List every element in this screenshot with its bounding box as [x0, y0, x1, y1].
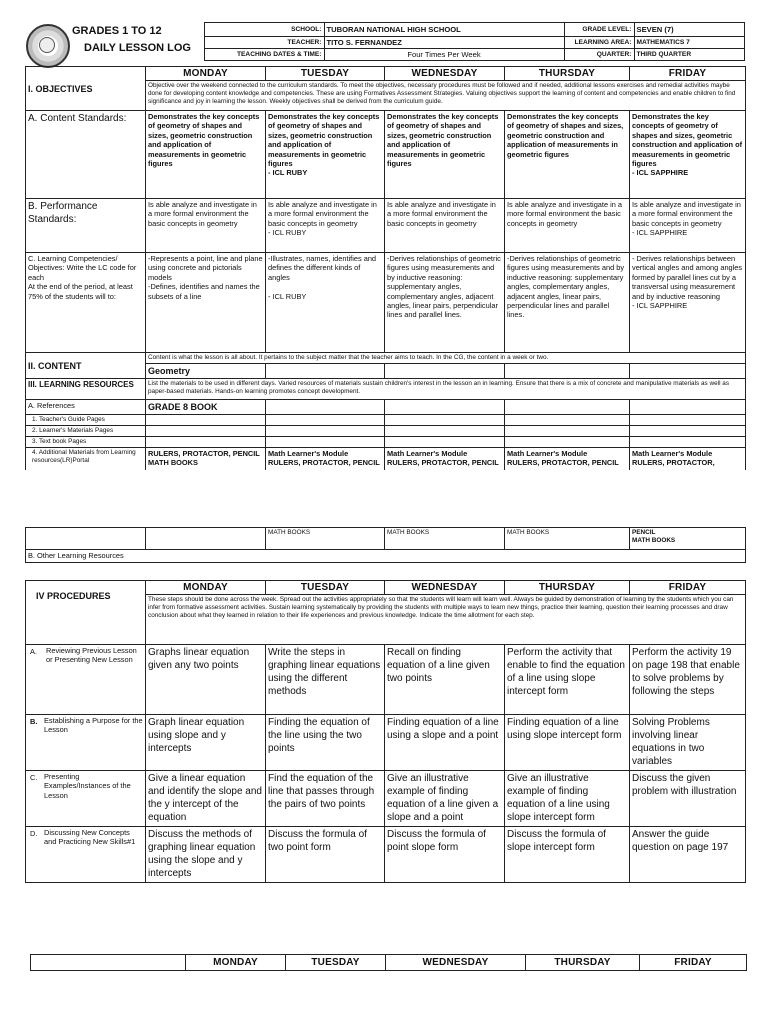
learners-materials-label: 2. Learner's Materials Pages	[26, 426, 146, 437]
title-line2: DAILY LESSON LOG	[84, 41, 191, 54]
procedure-b-fri: Solving Problems involving linear equations in two variables	[630, 715, 746, 771]
other-resources-tue: MATH BOOKS	[266, 528, 385, 550]
competencies-label: C. Learning Competencies/ Objectives: Write the LC code for each At the end of the period, at least 75% of the students will to:	[26, 253, 146, 353]
procedure-c-mon: Give a linear equation and identify the slope and the y intercept of the equation	[146, 771, 266, 827]
grade-value: SEVEN (7)	[634, 23, 744, 37]
proc-day-tuesday: TUESDAY	[266, 581, 385, 595]
performance-standards-fri: Is able analyze and investigate in a more formal environment the basic concepts in geometry - ICL SAPPHIRE	[630, 199, 746, 253]
procedure-a-tue: Write the steps in graphing linear equations using the different methods	[266, 645, 385, 715]
dates-label: TEACHING DATES & TIME:	[204, 49, 324, 61]
other-resources-label: B. Other Learning Resources	[26, 550, 746, 563]
procedure-a-mon: Graphs linear equation given any two points	[146, 645, 266, 715]
area-label: LEARNING AREA:	[564, 37, 634, 49]
performance-standards-thu: Is able analyze and investigate in a more formal environment the basic concepts in geometry	[505, 199, 630, 253]
procedure-a-thu: Perform the activity that enable to find the equation of a line using slope intercept form	[505, 645, 630, 715]
procedure-b-mon: Graph linear equation using slope and y intercepts	[146, 715, 266, 771]
procedure-row-b-letter: B.	[30, 717, 38, 726]
procedure-d-mon: Discuss the methods of graphing linear equation using the slope and y intercepts	[146, 827, 266, 883]
proc-day-wednesday: WEDNESDAY	[385, 581, 505, 595]
title-line1: GRADES 1 TO 12	[72, 24, 162, 37]
procedure-row-b-label	[26, 715, 146, 771]
teachers-guide-label: 1. Teacher's Guide Pages	[26, 415, 146, 426]
procedure-c-thu: Give an illustrative example of finding equation of a line using slope intercept form	[505, 771, 630, 827]
content-value: Geometry	[146, 364, 266, 379]
other-resources-fri: PENCIL MATH BOOKS	[630, 528, 746, 550]
references-value: GRADE 8 BOOK	[146, 400, 266, 415]
quarter-value: THIRD QUARTER	[634, 49, 744, 61]
resources-label: III. LEARNING RESOURCES	[26, 379, 146, 400]
day-thursday: THURSDAY	[505, 67, 630, 81]
dates-value: Four Times Per Week	[324, 49, 564, 61]
proc-day-monday: MONDAY	[146, 581, 266, 595]
references-label: A. References	[26, 400, 146, 415]
objectives-label: I. OBJECTIVES	[26, 67, 146, 111]
procedure-d-tue: Discuss the formula of two point form	[266, 827, 385, 883]
procedure-a-wed: Recall on finding equation of a line given two points	[385, 645, 505, 715]
proc-day-thursday: THURSDAY	[505, 581, 630, 595]
procedure-row-d-label	[26, 827, 146, 883]
competencies-tue: -Illustrates, names, identifies and defines the different kinds of angles - ICL RUBY	[266, 253, 385, 353]
content-note: Content is what the lesson is all about. It pertains to the subject matter that the teacher aims to teach. In the CG, the content in a week or two.	[146, 353, 746, 364]
school-value: TUBORAN NATIONAL HIGH SCHOOL	[324, 23, 564, 37]
procedure-row-c-label	[26, 771, 146, 827]
lesson-log-table	[25, 66, 746, 470]
procedure-b-tue: Finding the equation of the line using the two points	[266, 715, 385, 771]
procedure-b-wed: Finding equation of a line using a slope and a point	[385, 715, 505, 771]
day-friday: FRIDAY	[630, 67, 746, 81]
additional-materials-label: 4. Additional Materials from Learning resources(LR)Portal	[26, 448, 146, 470]
content-standards-mon: Demonstrates the key concepts of geometry of shapes and sizes, geometric construction and application of measurements in geometric figures	[146, 111, 266, 199]
procedure-b-thu: Finding equation of a line using slope intercept form	[505, 715, 630, 771]
procedure-c-fri: Discuss the given problem with illustration	[630, 771, 746, 827]
procedure-row-a-label	[26, 645, 146, 715]
objectives-note: Objective over the weekend connected to the curriculum standards. To meet the objectives, necessary procedures must be followed and if needed, additional lessons exercises and remedial activities maybe done for developing content knowledge and competencies. These are using Formatives Assessment Strategies. Valuing objectives support the learning of content and competencies and enable children to find significance and joy in learning the lesson. Weekly objectives shall be derived from the curriculum guide.	[146, 81, 746, 111]
content-label: II. CONTENT	[26, 353, 146, 379]
teacher-label: TEACHER:	[204, 37, 324, 49]
procedure-c-wed: Give an illustrative example of finding equation of a line given a slope and a point	[385, 771, 505, 827]
additional-fri: Math Learner's Module RULERS, PROTACTOR,	[630, 448, 746, 470]
textbook-label: 3. Text book Pages	[26, 437, 146, 448]
day-wednesday: WEDNESDAY	[385, 67, 505, 81]
procedure-a-fri: Perform the activity 19 on page 198 that enable to solve problems by following the steps	[630, 645, 746, 715]
content-standards-tue: Demonstrates the key concepts of geometry of shapes and sizes, geometric construction and application of measurements in geometric figures - ICL RUBY	[266, 111, 385, 199]
performance-standards-mon: Is able analyze and investigate in a more formal environment the basic concepts in geometry	[146, 199, 266, 253]
procedure-row-d-text: Discussing New Concepts and Practicing New Skills#1	[44, 828, 136, 847]
day-monday: MONDAY	[146, 67, 266, 81]
proc-day-friday: FRIDAY	[630, 581, 746, 595]
other-resources-table	[25, 527, 746, 563]
bottom-day-monday: MONDAY	[186, 955, 286, 971]
resources-note: List the materials to be used in different days. Varied resources of materials sustain children's interest in the lesson an in learning. Ensure that there is a mix of concrete and manipulative materials as well as paper-based materials. Hands-on learning promotes concept development.	[146, 379, 746, 400]
procedure-d-fri: Answer the guide question on page 197	[630, 827, 746, 883]
procedure-row-d-letter: D.	[30, 829, 38, 838]
content-standards-label: A. Content Standards:	[26, 111, 146, 199]
bottom-day-tuesday: TUESDAY	[286, 955, 386, 971]
procedure-row-a-letter: A.	[30, 647, 37, 656]
procedure-row-c-letter: C.	[30, 773, 38, 782]
additional-thu: Math Learner's Module RULERS, PROTACTOR, PENCIL	[505, 448, 630, 470]
procedure-d-wed: Discuss the formula of point slope form	[385, 827, 505, 883]
other-resources-mon	[146, 528, 266, 550]
bottom-day-friday: FRIDAY	[640, 955, 747, 971]
content-standards-thu: Demonstrates the key concepts of geometry of shapes and sizes, geometric construction and application of measurements in geometric figures	[505, 111, 630, 199]
procedure-c-tue: Find the equation of the line that passes through the pairs of two points	[266, 771, 385, 827]
next-page-day-header	[30, 954, 747, 971]
content-standards-fri: Demonstrates the key concepts of geometry of shapes and sizes, geometric construction and application of measurements in geometric figures - ICL SAPPHIRE	[630, 111, 746, 199]
procedure-d-thu: Discuss the formula of slope intercept form	[505, 827, 630, 883]
procedure-row-c-text: Presenting Examples/Instances of the Lesson	[44, 772, 131, 800]
header-table	[22, 22, 745, 61]
school-label: SCHOOL:	[204, 23, 324, 37]
procedures-note: These steps should be done across the week. Spread out the activities appropriately so that the students will learn will learn well. Always be guided by demonstration of learning by the students which you can infer from formative assessment activities. Sustain learning systematically by providing the students with multiple ways to learn new things, practice their learning, question their learning processes and draw conclusion about what they learned in relation to their life experiences and previous knowledge. Indicate the time allotment for each step.	[146, 595, 746, 645]
competencies-wed: -Derives relationships of geometric figures using measurements and by inductive reasoning: supplementary angles, complementary angles, adjacent angles, linear pairs, perpendicular lines and parallel lines.	[385, 253, 505, 353]
bottom-day-wednesday: WEDNESDAY	[386, 955, 526, 971]
quarter-label: QUARTER:	[564, 49, 634, 61]
content-standards-wed: Demonstrates the key concepts of geometry of shapes and sizes, geometric construction and application of measurements in geometric figures	[385, 111, 505, 199]
grade-label: GRADE LEVEL:	[564, 23, 634, 37]
additional-wed: Math Learner's Module RULERS, PROTACTOR, PENCIL	[385, 448, 505, 470]
teacher-value: TITO S. FERNANDEZ	[324, 37, 564, 49]
additional-mon: RULERS, PROTACTOR, PENCIL MATH BOOKS	[146, 448, 266, 470]
day-tuesday: TUESDAY	[266, 67, 385, 81]
competencies-thu: -Derives relationships of geometric figures using measurements and by inductive reasoning: supplementary angles, complementary angles, adjacent angles, linear pairs, perpendicular lines and parallel lines.	[505, 253, 630, 353]
procedures-table	[25, 580, 746, 883]
procedure-row-b-text: Establishing a Purpose for the Lesson	[44, 716, 143, 735]
performance-standards-label: B. Performance Standards:	[26, 199, 146, 253]
other-resources-thu: MATH BOOKS	[505, 528, 630, 550]
performance-standards-wed: Is able analyze and investigate in a more formal environment the basic concepts in geometry	[385, 199, 505, 253]
competencies-fri: - Derives relationships between vertical angles and among angles formed by parallel lines cut by a transversal using measurement and by inductive reasoning - ICL SAPPHIRE	[630, 253, 746, 353]
other-resources-wed: MATH BOOKS	[385, 528, 505, 550]
additional-tue: Math Learner's Module RULERS, PROTACTOR, PENCIL	[266, 448, 385, 470]
bottom-day-thursday: THURSDAY	[526, 955, 640, 971]
area-value: MATHEMATICS 7	[634, 37, 744, 49]
performance-standards-tue: Is able analyze and investigate in a more formal environment the basic concepts in geometry - ICL RUBY	[266, 199, 385, 253]
procedure-row-a-text: Reviewing Previous Lesson or Presenting New Lesson	[46, 646, 137, 665]
procedures-label: IV PROCEDURES	[26, 581, 146, 645]
competencies-mon: -Represents a point, line and plane using concrete and pictorials models -Defines, identifies and names the subsets of a line	[146, 253, 266, 353]
